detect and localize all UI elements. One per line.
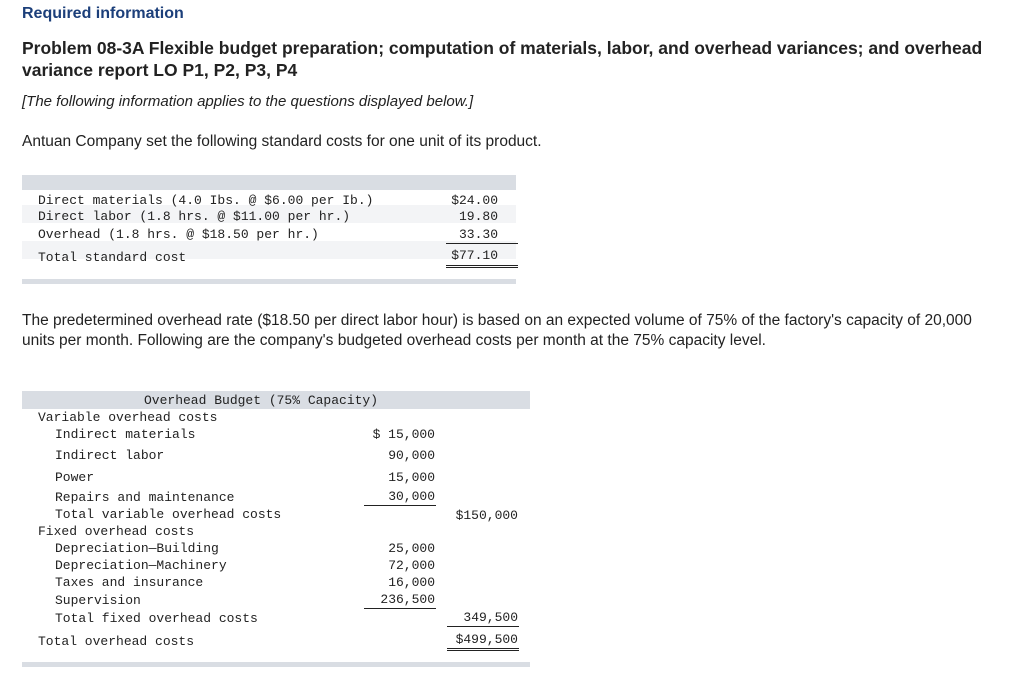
total-overhead-value: $499,500 xyxy=(455,632,518,647)
standard-cost-value: $77.10 xyxy=(451,248,498,263)
standard-cost-value: 33.30 xyxy=(458,227,498,242)
standard-cost-label: Direct materials (4.0 Ibs. @ $6.00 per Ib.) xyxy=(38,193,374,208)
total-variable-value: $150,000 xyxy=(455,508,518,523)
fixed-item-label: Depreciation—Machinery xyxy=(55,558,227,573)
total-rule xyxy=(446,265,518,266)
subtotal-rule xyxy=(364,505,436,506)
overhead-rate-paragraph: The predetermined overhead rate ($18.50 per direct labor hour) is based on an expected volume of 75% of the factory's capacity of 20,000 units per month. Following are the company's budgeted overhead costs per month at the 75% capacity level. xyxy=(22,312,972,349)
standard-cost-value: 19.80 xyxy=(458,209,498,224)
variable-heading: Variable overhead costs xyxy=(38,410,218,425)
variable-item-label: Repairs and maintenance xyxy=(55,490,235,505)
variable-item-label: Power xyxy=(55,470,95,485)
table-top-bar xyxy=(22,175,516,190)
standard-cost-label: Overhead (1.8 hrs. @ $18.50 per hr.) xyxy=(38,227,319,242)
table-bottom-bar xyxy=(22,662,530,667)
variable-item-value: 30,000 xyxy=(388,489,435,504)
fixed-heading: Fixed overhead costs xyxy=(38,524,195,539)
standard-cost-label: Direct labor (1.8 hrs. @ $11.00 per hr.) xyxy=(38,209,351,224)
problem-title: Problem 08-3A Flexible budget preparation; computation of materials, labor, and overhead variances; and overhead variance report LO P1, P2, P3, P4 xyxy=(22,38,983,80)
total-rule xyxy=(447,650,519,651)
variable-item-label: Indirect labor xyxy=(55,448,165,463)
standard-cost-table xyxy=(22,175,516,285)
variable-item-label: Indirect materials xyxy=(55,427,196,442)
fixed-item-value: 72,000 xyxy=(388,558,435,573)
total-fixed-value: 349,500 xyxy=(463,610,518,625)
total-overhead-label: Total overhead costs xyxy=(38,634,195,649)
subtotal-rule xyxy=(446,243,518,244)
fixed-item-value: 16,000 xyxy=(388,575,435,590)
fixed-item-label: Supervision xyxy=(55,593,141,608)
fixed-item-label: Taxes and insurance xyxy=(55,575,204,590)
standard-cost-label: Total standard cost xyxy=(38,250,187,265)
total-variable-label: Total variable overhead costs xyxy=(55,507,282,522)
variable-item-value: $ 15,000 xyxy=(372,427,435,442)
total-rule xyxy=(447,648,519,649)
intro-text: Antuan Company set the following standard costs for one unit of its product. xyxy=(22,133,542,150)
total-rule xyxy=(446,267,518,268)
fixed-item-value: 25,000 xyxy=(388,541,435,556)
subtotal-rule xyxy=(447,626,519,627)
overhead-budget-title: Overhead Budget (75% Capacity) xyxy=(144,393,379,408)
subtotal-rule xyxy=(364,608,436,609)
variable-item-value: 15,000 xyxy=(388,470,435,485)
required-information-heading: Required information xyxy=(22,5,184,22)
variable-item-value: 90,000 xyxy=(388,448,435,463)
overhead-budget-table xyxy=(22,391,530,669)
info-note: [The following information applies to the questions displayed below.] xyxy=(22,93,474,110)
standard-cost-value: $24.00 xyxy=(451,193,498,208)
total-fixed-label: Total fixed overhead costs xyxy=(55,611,258,626)
fixed-item-value: 236,500 xyxy=(380,592,435,607)
table-bottom-bar xyxy=(22,279,516,284)
fixed-item-label: Depreciation—Building xyxy=(55,541,219,556)
